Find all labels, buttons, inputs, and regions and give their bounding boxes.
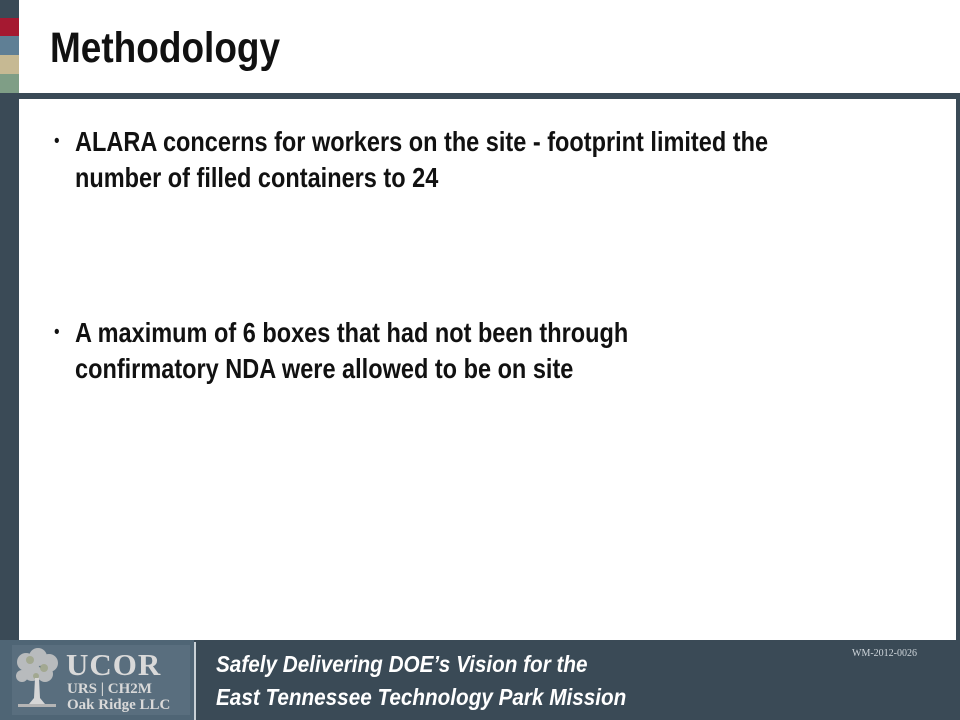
right-frame-bar (956, 99, 960, 640)
slide-title: Methodology (50, 24, 281, 72)
bullet-item (54, 315, 844, 387)
tree-icon (14, 648, 60, 710)
bullet-item (54, 124, 844, 196)
bullet-text: ALARA concerns for workers on the site - footprint limited the number of filled containers to 24 (75, 126, 769, 193)
logo-partners: URS | CH2M (67, 681, 152, 697)
bullet-dot: • (54, 131, 60, 152)
left-frame-bar (0, 0, 19, 640)
footer-tagline-line2: East Tennessee Technology Park Mission (216, 684, 627, 710)
accent-block-tan (0, 55, 19, 74)
bullet-dot: • (54, 322, 60, 343)
title-divider (19, 93, 960, 99)
document-number: WM-2012-0026 (852, 648, 917, 659)
accent-block-red (0, 18, 19, 36)
footer-tagline-line1: Safely Delivering DOE’s Vision for the (216, 651, 588, 677)
bullet-text: A maximum of 6 boxes that had not been through confirmatory NDA were allowed to be on site (75, 317, 629, 384)
accent-block-blue (0, 36, 19, 55)
accent-block-green (0, 74, 19, 93)
footer-divider (194, 642, 196, 720)
logo-company: Oak Ridge LLC (67, 697, 171, 713)
logo-wordmark: UCOR (66, 647, 162, 682)
